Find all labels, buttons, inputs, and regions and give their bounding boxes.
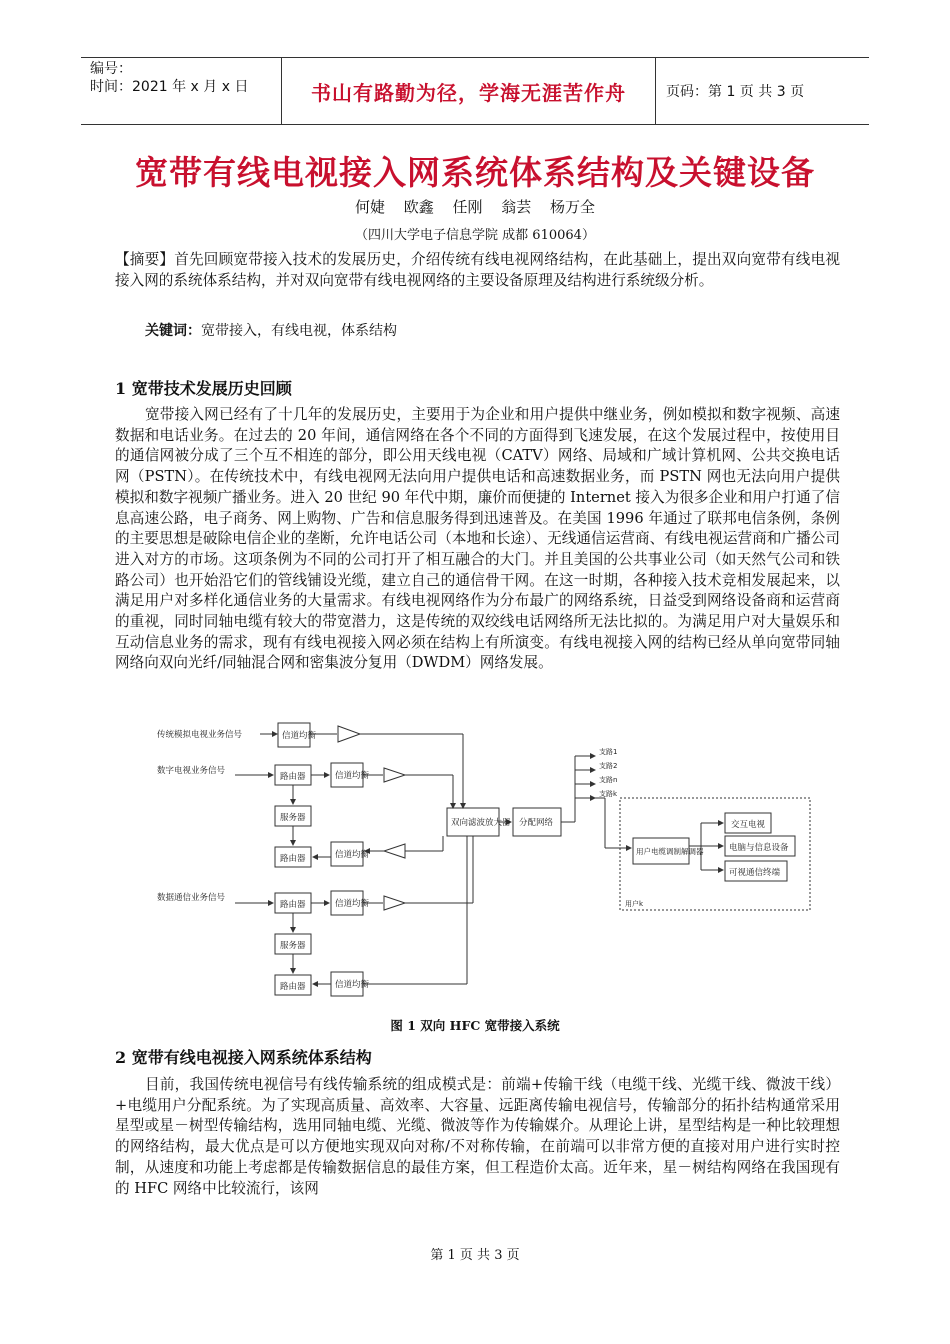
hfc-diagram: [155, 718, 885, 1008]
header-page-code: 页码：第 1 页 共 3 页: [666, 84, 805, 100]
label-router-3: 路由器: [280, 900, 306, 910]
affiliation: （四川大学电子信息学院 成都 610064）: [355, 228, 595, 243]
abstract: 【摘要】首先回顾宽带接入技术的发展历史，介绍传统有线电视网络结构，在此基础上，提出双向宽带有线电视接入网的系统体系结构，并对双向宽带有线电视网络的主要设备原理及结构进行系统级分析。: [115, 251, 840, 289]
label-branchk: 支路k: [599, 790, 618, 798]
page-footer: 第 1 页 共 3 页: [430, 1248, 520, 1263]
label-interactive-tv: 交互电视: [731, 820, 766, 830]
keywords-label: 关键词：: [145, 323, 201, 339]
label-digital: 数字电视业务信号: [157, 766, 226, 776]
label-router-4: 路由器: [280, 982, 306, 992]
label-channel-eq-4: 信道均衡: [335, 899, 370, 909]
figure-caption: 图 1 双向 HFC 宽带接入系统: [390, 1018, 560, 1033]
label-modem: 用户电缆调制解调器: [636, 847, 704, 856]
label-channel-eq-1: 信道均衡: [282, 731, 317, 741]
label-branch1: 支路1: [599, 748, 618, 756]
label-branch2: 支路2: [599, 762, 618, 770]
label-branchn: 支路n: [599, 776, 618, 784]
page-header: [81, 57, 869, 125]
label-data: 数据通信业务信号: [157, 893, 226, 903]
header-meta: [81, 58, 282, 124]
label-distribution: 分配网络: [519, 818, 554, 828]
label-channel-eq-3: 信道均衡: [335, 850, 370, 860]
time-label: 时间：2021 年 x 月 x 日: [90, 79, 249, 95]
label-server-2: 服务器: [280, 941, 306, 951]
authors: 何婕 欧鑫 任刚 翁芸 杨万全: [354, 198, 596, 216]
label-bidir-amp: 双向滤波放大器: [451, 818, 511, 828]
label-router-1: 路由器: [280, 772, 306, 782]
label-channel-eq-5: 信道均衡: [335, 980, 370, 990]
label-analog: 传统模拟电视业务信号: [157, 730, 243, 740]
label-videophone: 可视通信终端: [729, 868, 781, 878]
label-computer: 电脑与信息设备: [729, 843, 789, 853]
document-title: 宽带有线电视接入网系统体系结构及关键设备: [135, 153, 815, 192]
keywords-text: 宽带接入，有线电视，体系结构: [201, 323, 397, 339]
label-router-2: 路由器: [280, 854, 306, 864]
header-motto: 书山有路勤为径，学海无涯苦作舟: [282, 58, 656, 124]
number-label: 编号：: [90, 61, 132, 77]
section1-body: 宽带接入网已经有了十几年的发展历史，主要用于为企业和用户提供中继业务，例如模拟和数字视频、高速数据和电话业务。在过去的 20 年间，通信网络在各个不同的方面得到飞速发展，在这个发展过程中，按使用目的通信网被分成了三个互不相连的部分，即公用天线电视（CATV）网络、局域和广域计算机网、公共交换电话网（PSTN）。在传统技术中，有线电视网无法向用户提供电话和高速数据业务，而 PSTN 网也无法向用户提供模拟和数字视频广播业务。进入 20 世纪 90 年代中期，廉价而便捷的 Internet 接入为很多企业和用户打通了信息高速公路，电子商务、网上购物、广告和信息服务得到迅速普及。在美国 1996 年通过了联邦电信条例，条例的主要思想是破除电信企业的垄断，允许电话公司（本地和长途）、无线通信运营商、有线电视运营商和广播公司进入对方的市场。这项条例为不同的公司打开了相互融合的大门。并且美国的公共事业公司（如天然气公司和铁路公司）也开始沿它们的管线铺设光缆，建立自己的通信骨干网。在这一时期，各种接入技术竞相发展起来，以满足用户对多样化通信业务的大量需求。有线电视网络作为分布最广的网络系统，日益受到网络设备商和运营商的重视，同时同轴电缆有较大的带宽潜力，这是传统的双绞线电话网络所无法比拟的。为满足用户对大量娱乐和互动信息业务的需求，现有有线电视接入网必须在结构上有所演变。有线电视接入网的结构已经从单向宽带同轴网络向双向光纤/同轴混合网和密集波分复用（DWDM）网络发展。: [115, 406, 840, 672]
label-channel-eq-2: 信道均衡: [335, 771, 370, 781]
label-userk: 用户k: [625, 900, 644, 908]
keywords: [145, 320, 397, 340]
section2-body: 目前，我国传统电视信号有线传输系统的组成模式是：前端+传输干线（电缆干线、光缆干线、微波干线）+电缆用户分配系统。为了实现高质量、高效率、大容量、远距离传输电视信号，传输部分的拓扑结构通常采用星型或星－树型传输结构，选用同轴电缆、光缆、微波等作为传输媒介。从理论上讲，星型结构是一种比较理想的网络结构，最大优点是可以方便地实现双向对称/不对称传输，在前端可以非常方便的直接对用户进行实时控制，从速度和功能上考虑都是传输数据信息的最佳方案，但工程造价太高。近年来，星－树结构网络在我国现有的 HFC 网络中比较流行，该网: [115, 1076, 840, 1197]
label-server-1: 服务器: [280, 813, 306, 823]
section2-heading: 2 宽带有线电视接入网系统体系结构: [115, 1048, 372, 1067]
section1-heading: 1 宽带技术发展历史回顾: [115, 379, 292, 398]
